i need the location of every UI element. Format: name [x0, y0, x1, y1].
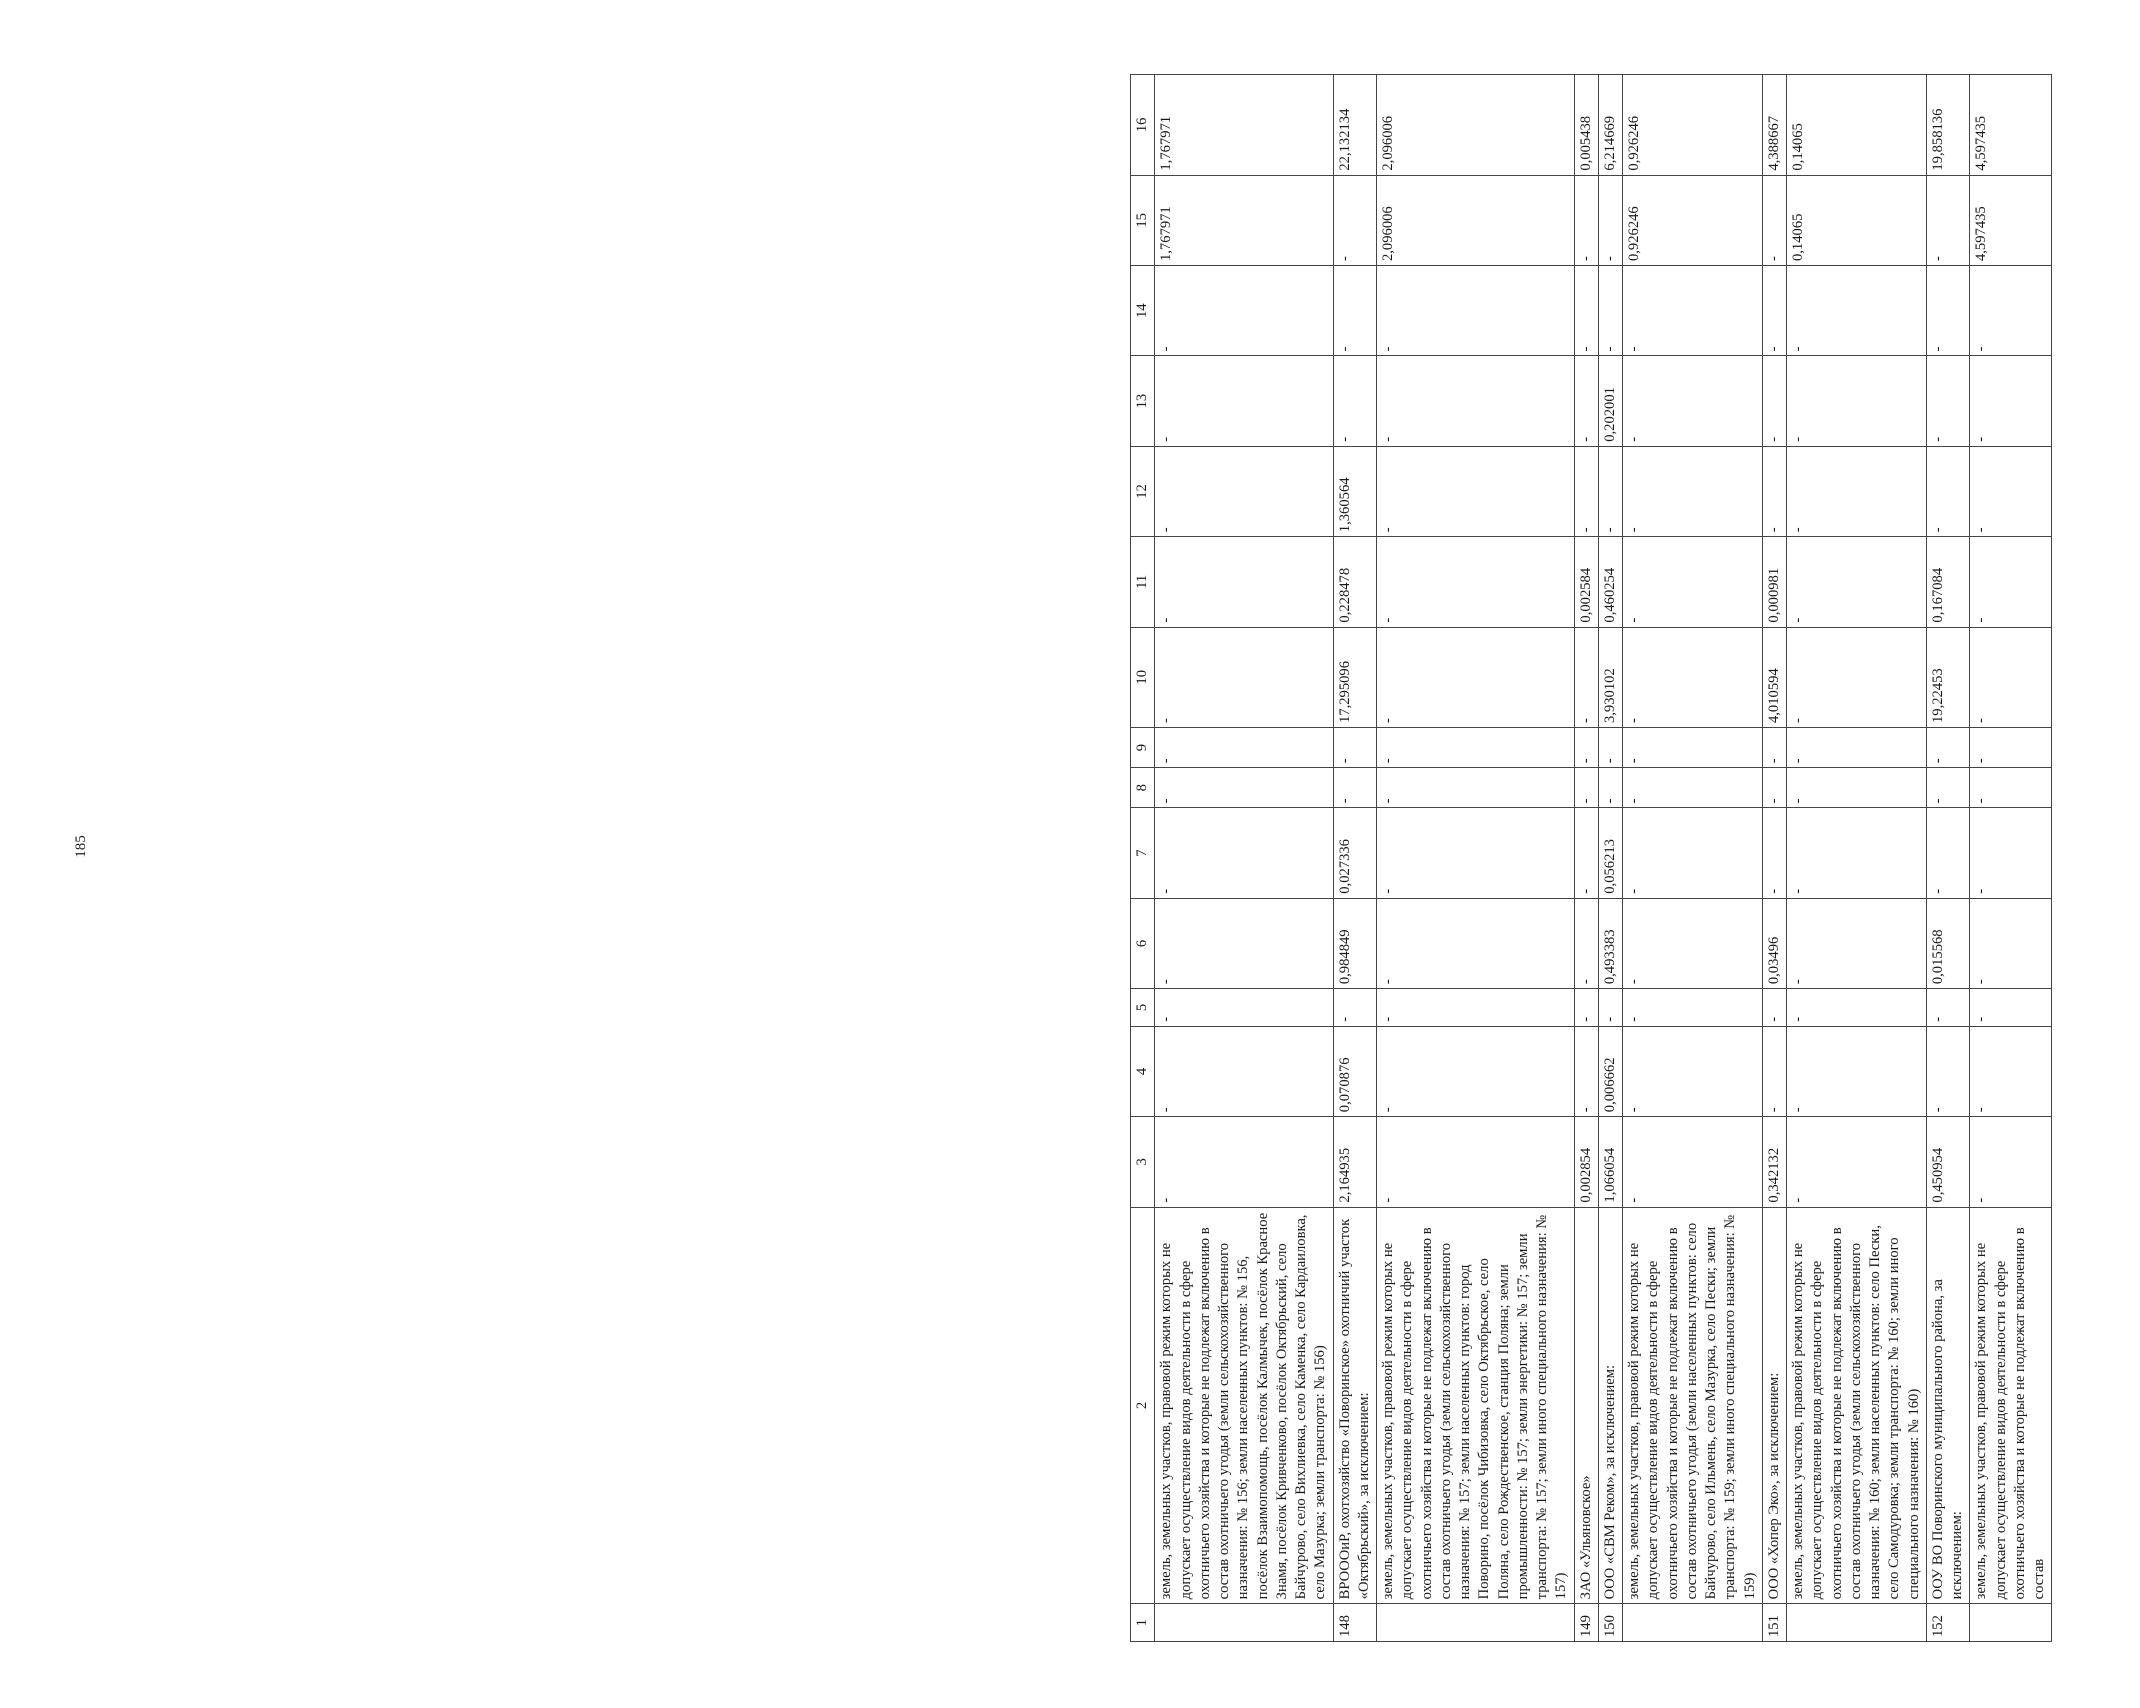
- value-cell: 3,930102: [1598, 627, 1622, 727]
- value-cell: 0,03496: [1762, 898, 1786, 988]
- value-cell: -: [1762, 989, 1786, 1027]
- value-cell: -: [1787, 989, 1927, 1027]
- value-cell: -: [1377, 446, 1575, 536]
- value-cell: 6,214669: [1598, 75, 1622, 176]
- value-cell: -: [1926, 446, 1970, 536]
- value-cell: -: [1970, 266, 2052, 356]
- value-cell: -: [1155, 1026, 1333, 1116]
- value-cell: -: [1926, 768, 1970, 808]
- value-cell: -: [1598, 446, 1622, 536]
- value-cell: -: [1574, 175, 1598, 265]
- value-cell: 0,006662: [1598, 1026, 1622, 1116]
- value-cell: 19,858136: [1926, 75, 1970, 176]
- value-cell: -: [1970, 989, 2052, 1027]
- value-cell: -: [1574, 808, 1598, 898]
- row-number-cell: 152: [1926, 1604, 1970, 1642]
- value-cell: -: [1623, 898, 1763, 988]
- value-cell: -: [1574, 446, 1598, 536]
- value-cell: -: [1377, 728, 1575, 768]
- row-number-cell: 148: [1333, 1604, 1377, 1642]
- column-header: 14: [1131, 266, 1155, 356]
- value-cell: -: [1623, 627, 1763, 727]
- value-cell: -: [1926, 728, 1970, 768]
- value-cell: -: [1598, 266, 1622, 356]
- value-cell: 0,493383: [1598, 898, 1622, 988]
- value-cell: -: [1762, 446, 1786, 536]
- value-cell: -: [1598, 728, 1622, 768]
- value-cell: -: [1926, 266, 1970, 356]
- row-number-cell: 150: [1598, 1604, 1622, 1642]
- data-table-sheet: [1130, 74, 2140, 1642]
- value-cell: 2,096006: [1377, 75, 1575, 176]
- table-row: [1333, 75, 1377, 1642]
- value-cell: 4,388667: [1762, 75, 1786, 176]
- value-cell: 1,767971: [1155, 75, 1333, 176]
- value-cell: -: [1155, 627, 1333, 727]
- row-number-cell: [1623, 1604, 1763, 1642]
- value-cell: -: [1762, 175, 1786, 265]
- value-cell: -: [1377, 808, 1575, 898]
- column-header: 5: [1131, 989, 1155, 1027]
- table-row: [1970, 75, 2052, 1642]
- value-cell: -: [1377, 1117, 1575, 1207]
- value-cell: -: [1574, 356, 1598, 446]
- value-cell: 0,14065: [1787, 175, 1927, 265]
- value-cell: -: [1574, 728, 1598, 768]
- table-row: [1787, 75, 1927, 1642]
- value-cell: -: [1787, 537, 1927, 627]
- value-cell: -: [1926, 356, 1970, 446]
- value-cell: 2,096006: [1377, 175, 1575, 265]
- value-cell: -: [1762, 1026, 1786, 1116]
- value-cell: -: [1623, 266, 1763, 356]
- column-header: 8: [1131, 768, 1155, 808]
- description-cell: земель, земельных участков, правовой режим которых не допускает осуществление видов деятельности в сфере охотничьего хозяйства и которые не подлежат включению в состав охотничьего угодья (земли сельскохозяйственного назначения: № 160; земли населенных пунктов: село Пески, село Самодуровка; земли транспорта: № 160; земли иного специального назначения: № 160): [1787, 1207, 1927, 1604]
- value-cell: -: [1970, 1026, 2052, 1116]
- value-cell: -: [1926, 808, 1970, 898]
- value-cell: -: [1333, 175, 1377, 265]
- value-cell: 19,22453: [1926, 627, 1970, 727]
- value-cell: -: [1155, 537, 1333, 627]
- column-header: 1: [1131, 1604, 1155, 1642]
- value-cell: -: [1377, 627, 1575, 727]
- value-cell: -: [1623, 1117, 1763, 1207]
- value-cell: 17,295096: [1333, 627, 1377, 727]
- description-cell: ООО «Хопер Эко», за исключением:: [1762, 1207, 1786, 1604]
- value-cell: -: [1377, 266, 1575, 356]
- value-cell: -: [1787, 898, 1927, 988]
- column-header: 12: [1131, 446, 1155, 536]
- value-cell: 0,450954: [1926, 1117, 1970, 1207]
- table-row: [1623, 75, 1763, 1642]
- value-cell: -: [1377, 537, 1575, 627]
- column-header: 9: [1131, 728, 1155, 768]
- value-cell: -: [1574, 627, 1598, 727]
- column-header: 2: [1131, 1207, 1155, 1604]
- value-cell: -: [1623, 768, 1763, 808]
- data-table: [1130, 74, 2052, 1642]
- value-cell: 4,597435: [1970, 175, 2052, 265]
- value-cell: -: [1970, 728, 2052, 768]
- value-cell: -: [1155, 1117, 1333, 1207]
- value-cell: 1,360564: [1333, 446, 1377, 536]
- value-cell: -: [1762, 808, 1786, 898]
- table-row: [1377, 75, 1575, 1642]
- table-row: [1926, 75, 1970, 1642]
- value-cell: -: [1574, 1026, 1598, 1116]
- description-cell: земель, земельных участков, правовой режим которых не допускает осуществление видов деятельности в сфере охотничьего хозяйства и которые не подлежат включению в состав охотничьего угодья (земли населенных пунктов: село Байчурово, село Ильмень, село Мазурка, село Пески; земли транспорта: № 159; земли иного специального назначения: № 159): [1623, 1207, 1763, 1604]
- column-header: 6: [1131, 898, 1155, 988]
- value-cell: -: [1155, 266, 1333, 356]
- row-number-cell: 149: [1574, 1604, 1598, 1642]
- column-header: 15: [1131, 175, 1155, 265]
- value-cell: -: [1623, 728, 1763, 768]
- value-cell: -: [1970, 808, 2052, 898]
- value-cell: -: [1623, 989, 1763, 1027]
- row-number-cell: 151: [1762, 1604, 1786, 1642]
- value-cell: -: [1155, 356, 1333, 446]
- value-cell: -: [1155, 898, 1333, 988]
- table-row: [1574, 75, 1598, 1642]
- row-number-cell: [1787, 1604, 1927, 1642]
- value-cell: 0,002584: [1574, 537, 1598, 627]
- value-cell: -: [1155, 989, 1333, 1027]
- value-cell: -: [1377, 1026, 1575, 1116]
- value-cell: 0,015568: [1926, 898, 1970, 988]
- description-cell: земель, земельных участков, правовой режим которых не допускает осуществление видов деятельности в сфере охотничьего хозяйства и которые не подлежат включению в состав охотничьего угодья (земли сельскохозяйственного назначения: № 157; земли населенных пунктов: город Поворино, посёлок Чибизовка, село Октябрьское, село Поляна, село Рождественское, станция Поляна; земли промышленности: № 157; земли энергетики: № 157; земли транспорта: № 157; земли иного специального назначения: № 157): [1377, 1207, 1575, 1604]
- page-number: 185: [72, 835, 89, 858]
- value-cell: 0,14065: [1787, 75, 1927, 176]
- value-cell: -: [1787, 808, 1927, 898]
- description-cell: ООО «СВМ Реком», за исключением:: [1598, 1207, 1622, 1604]
- value-cell: -: [1970, 537, 2052, 627]
- value-cell: -: [1333, 989, 1377, 1027]
- value-cell: -: [1762, 768, 1786, 808]
- value-cell: -: [1787, 1026, 1927, 1116]
- value-cell: -: [1377, 898, 1575, 988]
- column-header: 4: [1131, 1026, 1155, 1116]
- value-cell: -: [1787, 728, 1927, 768]
- value-cell: -: [1623, 1026, 1763, 1116]
- value-cell: -: [1762, 728, 1786, 768]
- value-cell: -: [1787, 768, 1927, 808]
- value-cell: 0,056213: [1598, 808, 1622, 898]
- value-cell: -: [1926, 989, 1970, 1027]
- value-cell: -: [1787, 1117, 1927, 1207]
- value-cell: 4,597435: [1970, 75, 2052, 176]
- value-cell: -: [1623, 356, 1763, 446]
- value-cell: -: [1787, 627, 1927, 727]
- column-header: 11: [1131, 537, 1155, 627]
- value-cell: -: [1574, 768, 1598, 808]
- value-cell: -: [1787, 446, 1927, 536]
- value-cell: 0,984849: [1333, 898, 1377, 988]
- table-row: [1155, 75, 1333, 1642]
- value-cell: -: [1598, 768, 1622, 808]
- value-cell: -: [1333, 768, 1377, 808]
- value-cell: -: [1623, 446, 1763, 536]
- value-cell: -: [1377, 989, 1575, 1027]
- value-cell: -: [1377, 356, 1575, 446]
- value-cell: -: [1970, 1117, 2052, 1207]
- row-number-cell: [1377, 1604, 1575, 1642]
- value-cell: -: [1623, 808, 1763, 898]
- value-cell: -: [1623, 537, 1763, 627]
- description-cell: земель, земельных участков, правовой режим которых не допускает осуществление видов деятельности в сфере охотничьего хозяйства и которые не подлежат включению в состав охотничьего угодья (земли сельскохозяйственного назначения: № 156; земли населенных пунктов: № 156, посёлок Взаимопомощь, посёлок Калмычек, посёлок Красное Знамя, посёлок Кривченково, посёлок Октябрьский, село Байчурово, село Вихлиевка, село Каменка, село Кардаиловка, село Мазурка; земли транспорта: № 156): [1155, 1207, 1333, 1604]
- value-cell: 4,010594: [1762, 627, 1786, 727]
- value-cell: -: [1333, 728, 1377, 768]
- value-cell: 0,926246: [1623, 75, 1763, 176]
- description-cell: ЗАО «Ульяновское»: [1574, 1207, 1598, 1604]
- value-cell: -: [1377, 768, 1575, 808]
- value-cell: -: [1926, 1026, 1970, 1116]
- value-cell: 0,000981: [1762, 537, 1786, 627]
- value-cell: -: [1787, 266, 1927, 356]
- value-cell: 0,167084: [1926, 537, 1970, 627]
- value-cell: 0,002854: [1574, 1117, 1598, 1207]
- value-cell: -: [1574, 989, 1598, 1027]
- value-cell: -: [1155, 446, 1333, 536]
- table-row: [1762, 75, 1786, 1642]
- value-cell: -: [1970, 768, 2052, 808]
- value-cell: -: [1762, 356, 1786, 446]
- column-header: 13: [1131, 356, 1155, 446]
- value-cell: 0,005438: [1574, 75, 1598, 176]
- column-header: 7: [1131, 808, 1155, 898]
- column-header: 10: [1131, 627, 1155, 727]
- value-cell: -: [1970, 627, 2052, 727]
- value-cell: -: [1155, 768, 1333, 808]
- value-cell: -: [1970, 898, 2052, 988]
- value-cell: -: [1574, 898, 1598, 988]
- value-cell: 0,070876: [1333, 1026, 1377, 1116]
- value-cell: 2,164935: [1333, 1117, 1377, 1207]
- row-number-cell: [1155, 1604, 1333, 1642]
- value-cell: -: [1155, 808, 1333, 898]
- value-cell: 22,132134: [1333, 75, 1377, 176]
- column-header: 16: [1131, 75, 1155, 176]
- value-cell: 0,027336: [1333, 808, 1377, 898]
- value-cell: -: [1970, 446, 2052, 536]
- description-cell: ООУ ВО Поворинского муниципального района, за исключением:: [1926, 1207, 1970, 1604]
- value-cell: -: [1333, 266, 1377, 356]
- column-header: 3: [1131, 1117, 1155, 1207]
- value-cell: -: [1155, 728, 1333, 768]
- value-cell: 0,460254: [1598, 537, 1622, 627]
- value-cell: 0,202001: [1598, 356, 1622, 446]
- value-cell: 0,342132: [1762, 1117, 1786, 1207]
- description-cell: ВРОООиР, охотхозяйство «Поворинское» охотничий участок «Октябрьский», за исключением:: [1333, 1207, 1377, 1604]
- value-cell: -: [1787, 356, 1927, 446]
- value-cell: 0,926246: [1623, 175, 1763, 265]
- value-cell: -: [1333, 356, 1377, 446]
- value-cell: 1,066054: [1598, 1117, 1622, 1207]
- value-cell: -: [1598, 989, 1622, 1027]
- value-cell: 0,228478: [1333, 537, 1377, 627]
- value-cell: 1,767971: [1155, 175, 1333, 265]
- description-cell: земель, земельных участков, правовой режим которых не допускает осуществление видов деятельности в сфере охотничьего хозяйства и которые не подлежат включению в состав: [1970, 1207, 2052, 1604]
- table-header-row: [1131, 75, 1155, 1642]
- value-cell: -: [1598, 175, 1622, 265]
- value-cell: -: [1762, 266, 1786, 356]
- value-cell: -: [1970, 356, 2052, 446]
- table-row: [1598, 75, 1622, 1642]
- value-cell: -: [1926, 175, 1970, 265]
- value-cell: -: [1574, 266, 1598, 356]
- row-number-cell: [1970, 1604, 2052, 1642]
